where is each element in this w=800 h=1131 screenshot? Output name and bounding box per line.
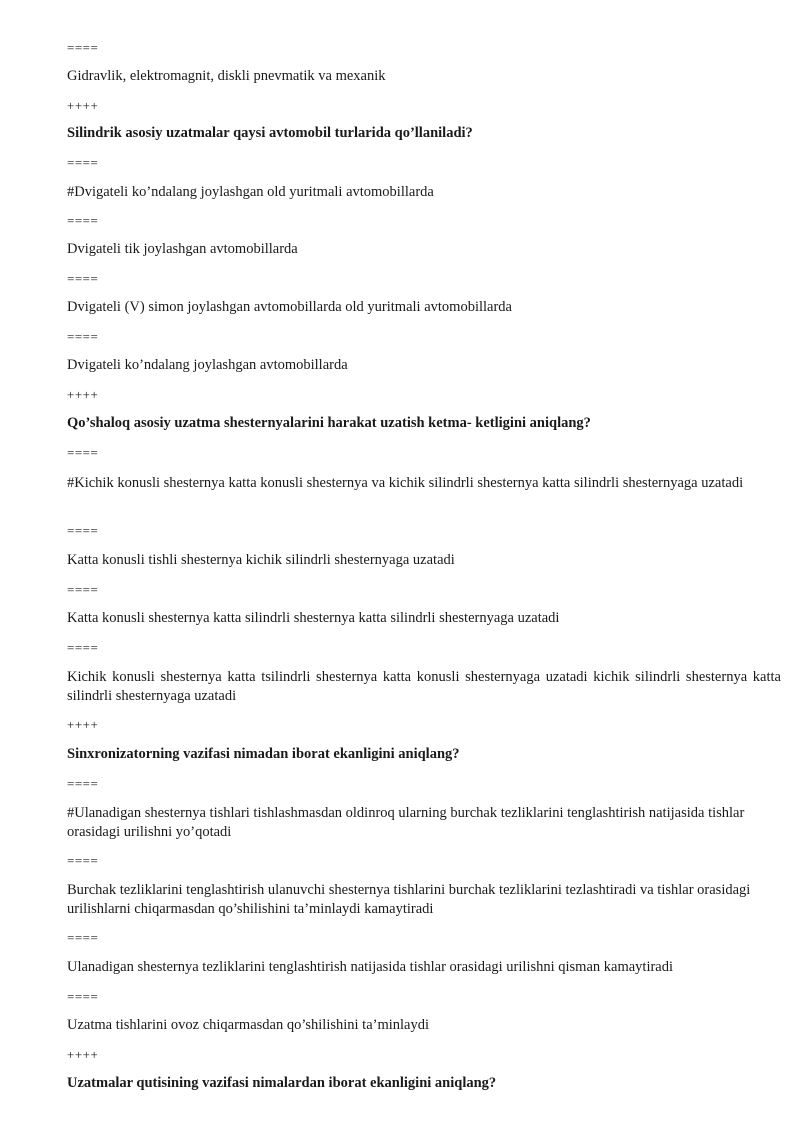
answer-option: Ulanadigan shesternya tezliklarini tenglashtirish natijasida tishlar orasidagi urilishni qisman kamaytiradi <box>67 959 674 975</box>
separator-line: ==== <box>67 213 99 228</box>
separator-line: ++++ <box>67 387 99 402</box>
separator-line: ==== <box>67 271 99 286</box>
separator-line: ==== <box>67 40 99 55</box>
answer-option: Gidravlik, elektromagnit, diskli pnevmatik va mexanik <box>67 68 386 84</box>
separator-line: ==== <box>67 155 99 170</box>
answer-option: Uzatma tishlarini ovoz chiqarmasdan qo’shilishini ta’minlaydi <box>67 1017 430 1033</box>
separator-line: ==== <box>67 853 99 868</box>
answer-option: #Dvigateli ko’ndalang joylashgan old yuritmali avtomobillarda <box>67 184 434 200</box>
question-text: Sinxronizatorning vazifasi nimadan iborat ekanligini aniqlang? <box>67 746 460 762</box>
answer-option: Dvigateli (V) simon joylashgan avtomobillarda old yuritmali avtomobillarda <box>67 299 512 315</box>
separator-line: ==== <box>67 989 99 1004</box>
separator-line: ==== <box>67 582 99 597</box>
separator-line: ==== <box>67 329 99 344</box>
question-text: Qo’shaloq asosiy uzatma shesternyalarini harakat uzatish ketma- ketligini aniqlang? <box>67 415 591 431</box>
answer-option: #Kichik konusli shesternya katta konusli shesternya va kichik silindrli shesternya katta silindrli shesternyaga uzatadi <box>67 475 744 491</box>
separator-line: ==== <box>67 523 99 538</box>
separator-line: ==== <box>67 445 99 460</box>
answer-option: Katta konusli tishli shesternya kichik silindrli shesternyaga uzatadi <box>67 552 455 568</box>
question-text: Uzatmalar qutisining vazifasi nimalardan iborat ekanligini aniqlang? <box>67 1075 497 1091</box>
answer-option: Burchak tezliklarini tenglashtirish ulanuvchi shesternya tishlarini burchak tezliklarini tezlashtiradi va tishlar orasidagi urilishlarni chiqarmasdan qo’shilishini ta’minlaydi kamaytiradi <box>67 882 751 917</box>
separator-line: ++++ <box>67 717 99 732</box>
separator-line: ++++ <box>67 1047 99 1062</box>
answer-option: Katta konusli shesternya katta silindrli shesternya katta silindrli shesternyaga uzatadi <box>67 610 560 626</box>
separator-line: ==== <box>67 776 99 791</box>
answer-option: Kichik konusli shesternya katta tsilindrli shesternya katta konusli shesternyaga uzatadi kichik silindrli shesternya katta silindrli shesternyaga uzatadi <box>67 669 781 704</box>
answer-option: Dvigateli ko’ndalang joylashgan avtomobillarda <box>67 357 348 373</box>
answer-option: Dvigateli tik joylashgan avtomobillarda <box>67 241 298 257</box>
separator-line: ++++ <box>67 98 99 113</box>
separator-line: ==== <box>67 640 99 655</box>
separator-line: ==== <box>67 930 99 945</box>
answer-option: #Ulanadigan shesternya tishlari tishlashmasdan oldinroq ularning burchak tezliklarini tenglashtirish natijasida tishlar orasidagi urilishni yo’qotadi <box>67 805 745 840</box>
question-text: Silindrik asosiy uzatmalar qaysi avtomobil turlarida qo’llaniladi? <box>67 125 473 141</box>
